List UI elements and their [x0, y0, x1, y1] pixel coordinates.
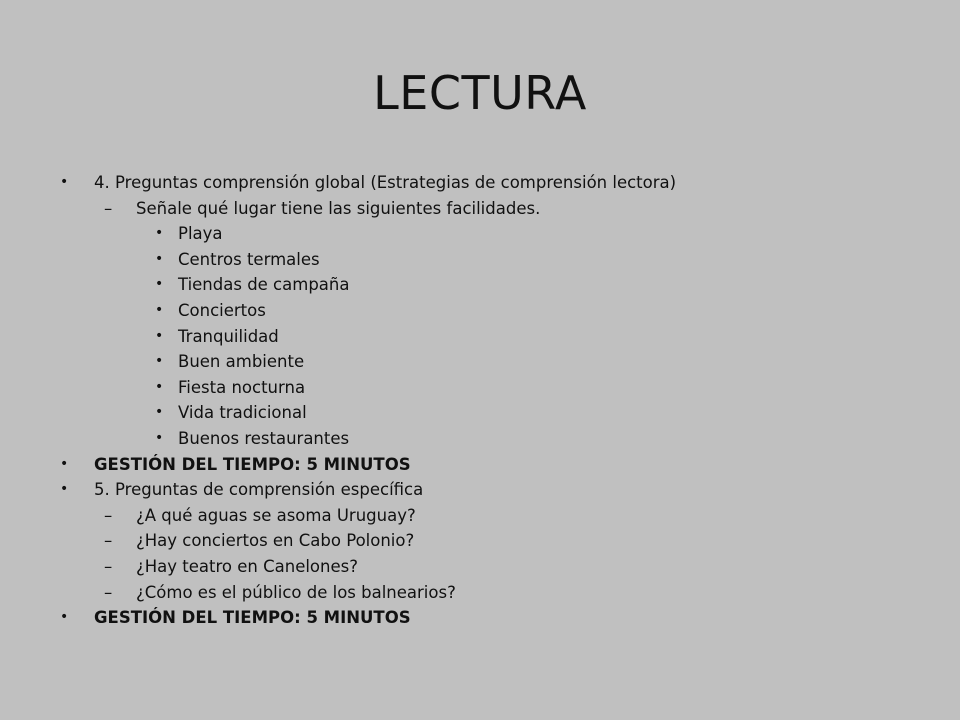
- bullet-item-level-1: [0, 170, 960, 196]
- dot-bullet-icon: •: [155, 378, 164, 395]
- dot-bullet-icon: •: [155, 353, 164, 370]
- dot-bullet-icon: •: [155, 301, 164, 318]
- dash-bullet-icon: –: [104, 531, 113, 551]
- dot-bullet-icon: •: [60, 481, 69, 498]
- bullet-item-level-3: [0, 400, 960, 426]
- bullet-text: Conciertos: [178, 300, 266, 320]
- bullet-text: Señale qué lugar tiene las siguientes facilidades.: [136, 198, 541, 218]
- bullet-item-level-3: [0, 221, 960, 247]
- dot-bullet-icon: •: [155, 327, 164, 344]
- bullet-item-level-3: [0, 375, 960, 401]
- bullet-text: Tranquilidad: [178, 326, 279, 346]
- bullet-text: Fiesta nocturna: [178, 377, 306, 397]
- bullet-text: GESTIÓN DEL TIEMPO: 5 MINUTOS: [94, 454, 411, 474]
- slide-content: [0, 170, 960, 631]
- bullet-text: ¿A qué aguas se asoma Uruguay?: [136, 505, 416, 525]
- bullet-text: Vida tradicional: [178, 403, 307, 423]
- dot-bullet-icon: •: [60, 609, 69, 626]
- bullet-item-level-1: [0, 477, 960, 503]
- bullet-item-level-3: [0, 324, 960, 350]
- bullet-text: 4. Preguntas comprensión global (Estrategias de comprensión lectora): [94, 173, 677, 192]
- bullet-text: Tiendas de campaña: [178, 275, 350, 295]
- dash-bullet-icon: –: [104, 582, 113, 602]
- bullet-text: ¿Hay conciertos en Cabo Polonio?: [136, 531, 415, 551]
- dash-bullet-icon: –: [104, 556, 113, 576]
- bullet-item-level-2: [0, 580, 960, 606]
- bullet-item-level-2: [0, 503, 960, 529]
- bullet-text: Playa: [178, 224, 223, 244]
- bullet-item-level-2: [0, 528, 960, 554]
- dot-bullet-icon: •: [60, 455, 69, 472]
- bullet-item-level-1: [0, 605, 960, 631]
- dot-bullet-icon: •: [155, 250, 164, 267]
- bullet-item-level-3: [0, 426, 960, 452]
- bullet-item-level-3: [0, 298, 960, 324]
- bullet-item-level-3: [0, 272, 960, 298]
- bullet-item-level-1: [0, 452, 960, 478]
- bullet-text: Centros termales: [178, 249, 320, 269]
- bullet-text: Buen ambiente: [178, 352, 305, 372]
- bullet-text: ¿Cómo es el público de los balnearios?: [136, 582, 456, 602]
- dot-bullet-icon: •: [60, 174, 69, 190]
- bullet-text: Buenos restaurantes: [178, 428, 350, 448]
- dot-bullet-icon: •: [155, 404, 164, 421]
- bullet-item-level-3: [0, 349, 960, 375]
- dot-bullet-icon: •: [155, 225, 164, 242]
- bullet-item-level-2: [0, 196, 960, 222]
- slide-title: LECTURA: [373, 66, 587, 120]
- bullet-text: ¿Hay teatro en Canelones?: [136, 556, 358, 576]
- bullet-item-level-3: [0, 247, 960, 273]
- bullet-item-level-2: [0, 554, 960, 580]
- dash-bullet-icon: –: [104, 505, 113, 525]
- dot-bullet-icon: •: [155, 276, 164, 293]
- bullet-text: 5. Preguntas de comprensión específica: [94, 480, 424, 500]
- bullet-text: GESTIÓN DEL TIEMPO: 5 MINUTOS: [94, 608, 411, 628]
- dash-bullet-icon: –: [104, 198, 113, 218]
- dot-bullet-icon: •: [155, 429, 164, 446]
